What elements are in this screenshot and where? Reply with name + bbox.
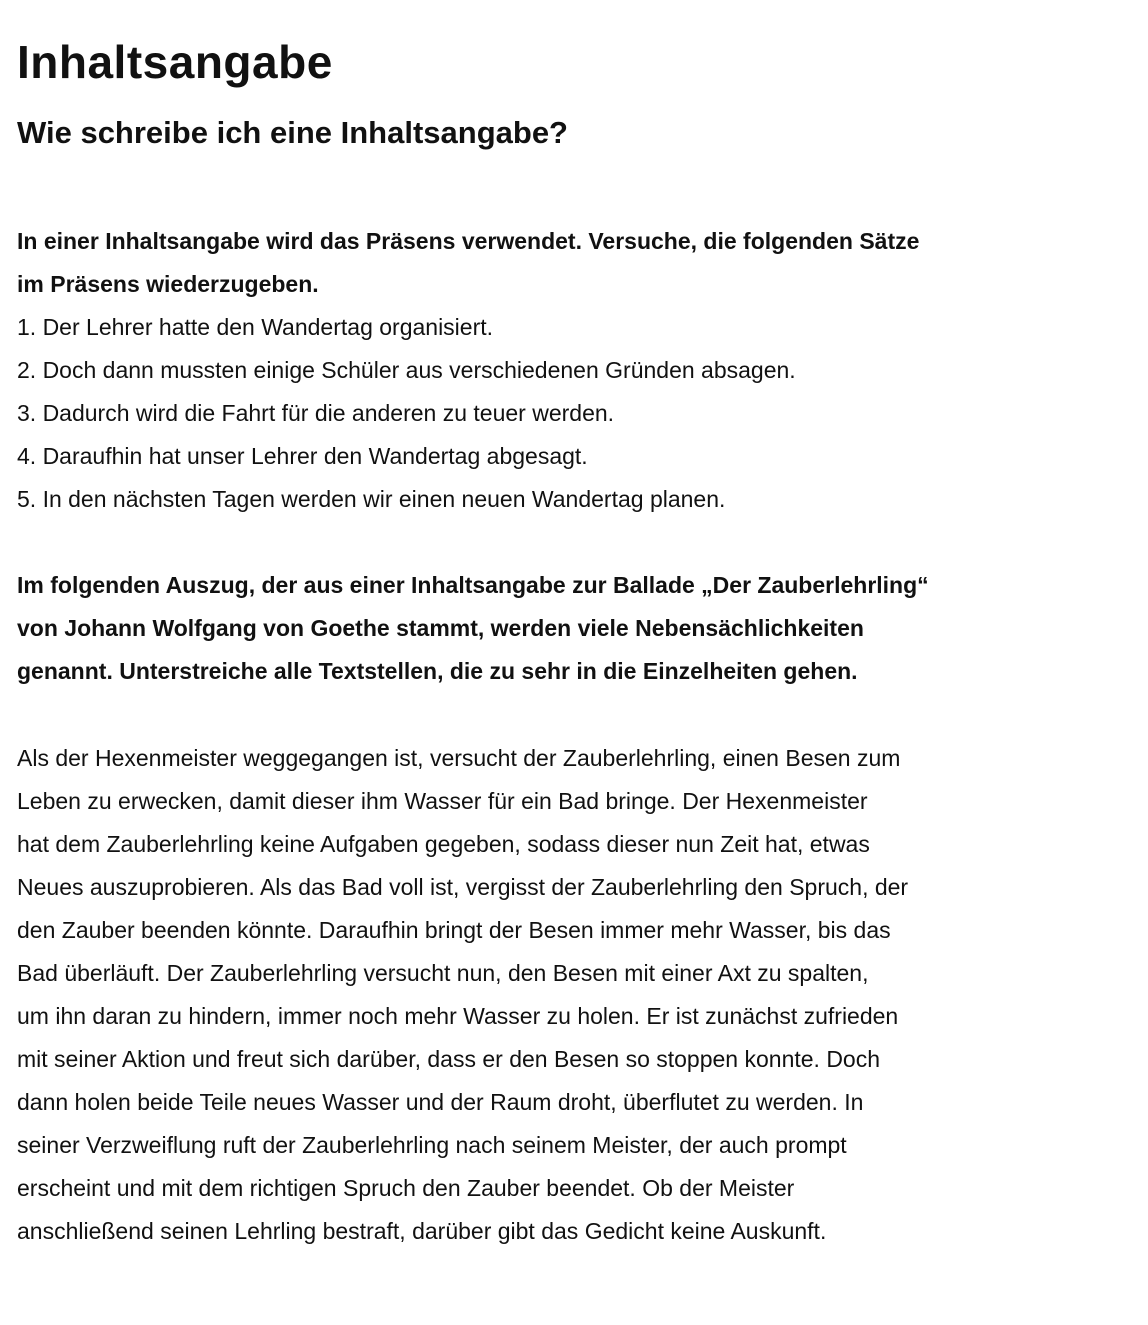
sentence-item: 2. Doch dann mussten einige Schüler aus verschiedenen Gründen absagen. (17, 357, 796, 383)
sentence-item: 4. Daraufhin hat unser Lehrer den Wandertag abgesagt. (17, 443, 588, 469)
excerpt-line: Neues auszuprobieren. Als das Bad voll ist, vergisst der Zauberlehrling den Spruch, der (17, 874, 909, 900)
instruction-line: Im folgenden Auszug, der aus einer Inhaltsangabe zur Ballade „Der Zauberlehrling“ (17, 572, 929, 598)
excerpt-line: dann holen beide Teile neues Wasser und der Raum droht, überflutet zu werden. In (17, 1089, 864, 1115)
sentence-item: 5. In den nächsten Tagen werden wir einen neuen Wandertag planen. (17, 486, 726, 512)
excerpt-line: erscheint und mit dem richtigen Spruch den Zauber beendet. Ob der Meister (17, 1175, 795, 1201)
instruction-line: genannt. Unterstreiche alle Textstellen, die zu sehr in die Einzelheiten gehen. (17, 658, 858, 684)
instruction-line: In einer Inhaltsangabe wird das Präsens verwendet. Versuche, die folgenden Sätze (17, 228, 920, 254)
sentence-item: 1. Der Lehrer hatte den Wandertag organisiert. (17, 314, 494, 340)
excerpt-line: mit seiner Aktion und freut sich darüber, dass er den Besen so stoppen konnte. Doch (17, 1046, 881, 1072)
excerpt-line: hat dem Zauberlehrling keine Aufgaben gegeben, sodass dieser nun Zeit hat, etwas (17, 831, 870, 857)
instruction-line: im Präsens wiederzugeben. (17, 271, 319, 297)
excerpt-line: Als der Hexenmeister weggegangen ist, versucht der Zauberlehrling, einen Besen zum (17, 745, 901, 771)
instruction-line: von Johann Wolfgang von Goethe stammt, werden viele Nebensächlichkeiten (17, 615, 864, 641)
task-instruction-present-tense (17, 220, 1132, 306)
task-instruction-underline (17, 564, 1132, 693)
excerpt-line: Leben zu erwecken, damit dieser ihm Wasser für ein Bad bringe. Der Hexenmeister (17, 788, 868, 814)
page-subtitle: Wie schreibe ich eine Inhaltsangabe? (17, 115, 568, 150)
excerpt-line: seiner Verzweiflung ruft der Zauberlehrling nach seinem Meister, der auch prompt (17, 1132, 847, 1158)
excerpt-line: anschließend seinen Lehrling bestraft, darüber gibt das Gedicht keine Auskunft. (17, 1218, 827, 1244)
excerpt-paragraph (17, 737, 1137, 1253)
page-title: Inhaltsangabe (17, 36, 333, 88)
sentence-list (17, 306, 796, 521)
sentence-item: 3. Dadurch wird die Fahrt für die anderen zu teuer werden. (17, 400, 615, 426)
excerpt-line: den Zauber beenden könnte. Daraufhin bringt der Besen immer mehr Wasser, bis das (17, 917, 891, 943)
excerpt-line: Bad überläuft. Der Zauberlehrling versucht nun, den Besen mit einer Axt zu spalten, (17, 960, 869, 986)
excerpt-line: um ihn daran zu hindern, immer noch mehr Wasser zu holen. Er ist zunächst zufrieden (17, 1003, 899, 1029)
